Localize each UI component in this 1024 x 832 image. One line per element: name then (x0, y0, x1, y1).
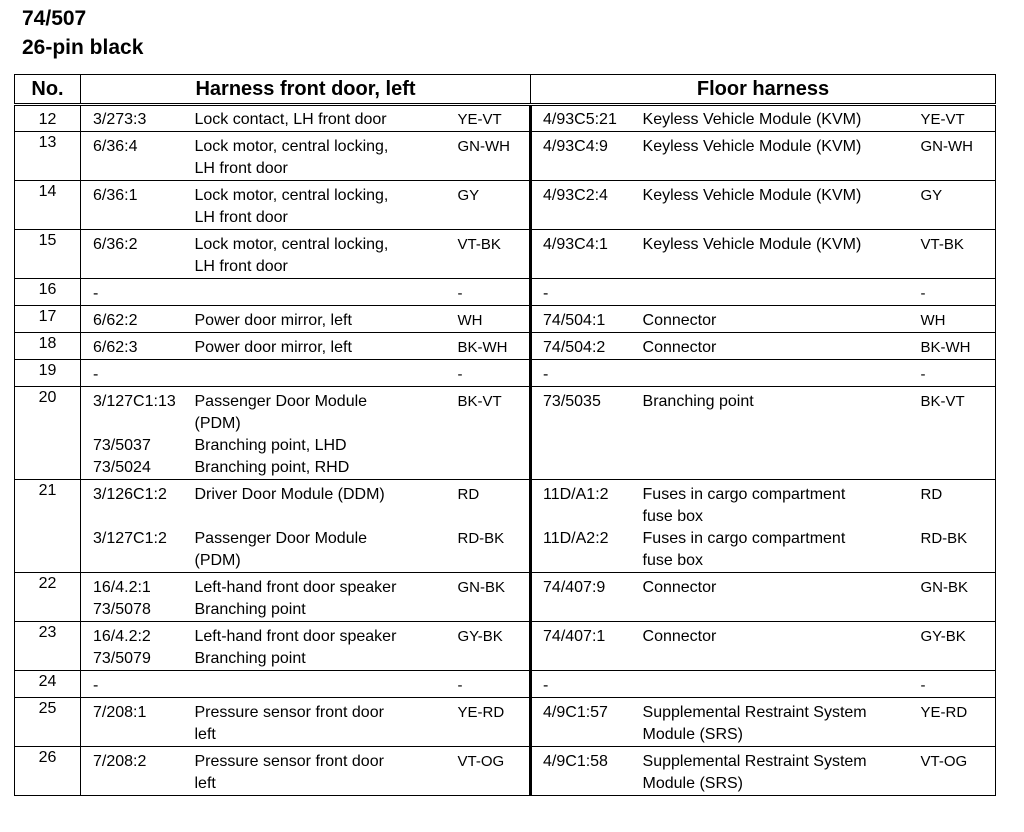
harness-b-pin (531, 230, 633, 279)
pin-number: 23 (15, 622, 81, 671)
table-row (15, 360, 996, 387)
cell-line: 4/93C4:1 (543, 236, 608, 253)
cell-line: 73/5035 (543, 393, 601, 410)
cell-line: LH front door (194, 160, 288, 177)
cell-line: - (93, 285, 99, 302)
wire-color: YE-VT (920, 111, 965, 128)
cell-line (195, 506, 447, 528)
cell-line: Lock contact, LH front door (194, 111, 387, 128)
wire-color: BK-VT (920, 393, 965, 410)
cell-line: Branching point (642, 393, 754, 410)
harness-b-pin (531, 333, 633, 360)
pin-number: 14 (15, 181, 81, 230)
cell-line: 6/36:2 (93, 236, 138, 253)
pin-table (14, 74, 996, 796)
harness-b-description (633, 671, 911, 698)
cell-line (93, 413, 185, 435)
cell-line (543, 506, 633, 528)
wire-color: BK-VT (457, 393, 502, 410)
column-header-no: No. (15, 75, 81, 105)
harness-b-description (633, 480, 911, 573)
harness-b-color (911, 279, 996, 306)
harness-a-pin (81, 306, 185, 333)
cell-line: 3/127C1:2 (93, 530, 167, 547)
cell-line: Connector (642, 339, 717, 356)
harness-b-color (911, 747, 996, 796)
cell-line: 16/4.2:1 (93, 579, 151, 596)
wire-color: GY-BK (920, 628, 966, 645)
harness-b-description (633, 573, 911, 622)
harness-a-color (447, 105, 531, 132)
cell-line: 73/5078 (93, 601, 151, 618)
harness-b-color (911, 360, 996, 387)
wire-color: RD (920, 486, 943, 503)
wire-color: GN-BK (457, 579, 506, 596)
cell-line: LH front door (194, 258, 288, 275)
harness-b-description (633, 333, 911, 360)
cell-line: (PDM) (194, 552, 241, 569)
wire-color: WH (457, 312, 483, 329)
cell-line: Fuses in cargo compartment (642, 530, 846, 547)
harness-a-color (447, 671, 531, 698)
wire-color: RD (457, 486, 480, 503)
pin-number: 20 (15, 387, 81, 480)
cell-line: 6/62:2 (93, 312, 138, 329)
harness-a-pin (81, 279, 185, 306)
cell-line: Branching point, RHD (194, 459, 350, 476)
harness-a-color (447, 132, 531, 181)
harness-b-description (633, 360, 911, 387)
cell-line: Power door mirror, left (194, 312, 352, 329)
cell-line: Keyless Vehicle Module (KVM) (642, 111, 862, 128)
table-row (15, 333, 996, 360)
table-row (15, 387, 996, 480)
cell-line: Pressure sensor front door (194, 753, 384, 770)
cell-line: - (93, 677, 99, 694)
harness-b-description (633, 279, 911, 306)
cell-line: left (194, 726, 216, 743)
harness-b-description (633, 306, 911, 333)
harness-b-color (911, 181, 996, 230)
pin-number: 13 (15, 132, 81, 181)
harness-a-pin (81, 181, 185, 230)
harness-a-pin (81, 698, 185, 747)
harness-a-pin (81, 230, 185, 279)
cell-line: Pressure sensor front door (194, 704, 384, 721)
harness-b-pin (531, 306, 633, 333)
harness-b-pin (531, 387, 633, 480)
harness-a-description (185, 279, 447, 306)
wire-color: - (457, 366, 463, 383)
wire-color: GN-WH (920, 138, 974, 155)
wire-color: GY-BK (457, 628, 503, 645)
cell-line: - (543, 677, 549, 694)
column-header-harness-front-door-left: Harness front door, left (81, 75, 531, 105)
cell-line: Lock motor, central locking, (194, 138, 389, 155)
wire-color: GN-WH (457, 138, 510, 155)
cell-line: left (194, 775, 216, 792)
cell-line: 4/93C2:4 (543, 187, 608, 204)
cell-line: 11D/A1:2 (543, 486, 609, 503)
pin-number: 12 (15, 105, 81, 132)
harness-b-color (911, 333, 996, 360)
harness-a-color (447, 573, 531, 622)
cell-line (93, 506, 185, 528)
cell-line: 74/407:1 (543, 628, 606, 645)
cell-line: 16/4.2:2 (93, 628, 151, 645)
harness-b-color (911, 622, 996, 671)
harness-b-description (633, 230, 911, 279)
wire-color: - (457, 677, 463, 694)
harness-a-pin (81, 573, 185, 622)
harness-a-color (447, 360, 531, 387)
table-row (15, 698, 996, 747)
cell-line: Passenger Door Module (194, 530, 368, 547)
harness-b-description (633, 747, 911, 796)
table-row (15, 573, 996, 622)
harness-a-pin (81, 387, 185, 480)
cell-line: 74/407:9 (543, 579, 606, 596)
cell-line: Supplemental Restraint System (642, 753, 867, 770)
cell-line: Fuses in cargo compartment (642, 486, 846, 503)
cell-line: Power door mirror, left (194, 339, 352, 356)
pin-number: 19 (15, 360, 81, 387)
cell-line: Passenger Door Module (194, 393, 368, 410)
cell-line: 4/9C1:57 (543, 704, 608, 721)
cell-line: Driver Door Module (DDM) (194, 486, 385, 503)
harness-b-color (911, 480, 996, 573)
table-row (15, 230, 996, 279)
cell-line: fuse box (642, 508, 703, 525)
cell-line: 73/5079 (93, 650, 151, 667)
table-body (15, 105, 996, 796)
harness-a-color (447, 279, 531, 306)
pin-number: 25 (15, 698, 81, 747)
table-row (15, 306, 996, 333)
harness-a-pin (81, 480, 185, 573)
harness-b-description (633, 105, 911, 132)
cell-line: Branching point, LHD (194, 437, 347, 454)
harness-a-description (185, 306, 447, 333)
harness-b-color (911, 306, 996, 333)
harness-b-pin (531, 132, 633, 181)
table-row (15, 480, 996, 573)
harness-a-color (447, 698, 531, 747)
harness-b-description (633, 622, 911, 671)
harness-b-color (911, 698, 996, 747)
wire-color: WH (920, 312, 946, 329)
pin-number: 18 (15, 333, 81, 360)
cell-line: 7/208:2 (93, 753, 147, 770)
harness-b-pin (531, 671, 633, 698)
wire-color: GN-BK (920, 579, 969, 596)
harness-b-pin (531, 181, 633, 230)
cell-line: Connector (642, 579, 717, 596)
cell-line: Lock motor, central locking, (194, 187, 389, 204)
wire-color: GY (920, 187, 943, 204)
table-row (15, 671, 996, 698)
pin-number: 15 (15, 230, 81, 279)
cell-line: 4/93C4:9 (543, 138, 608, 155)
harness-a-color (447, 747, 531, 796)
table-row (15, 105, 996, 132)
wire-color: YE-RD (457, 704, 505, 721)
harness-a-description (185, 671, 447, 698)
cell-line (93, 550, 185, 572)
harness-a-description (185, 747, 447, 796)
wire-color: - (920, 677, 926, 694)
harness-a-pin (81, 132, 185, 181)
wire-color: VT-BK (457, 236, 501, 253)
table-row (15, 622, 996, 671)
cell-line (543, 550, 633, 572)
wire-color: - (920, 285, 926, 302)
harness-a-pin (81, 360, 185, 387)
harness-a-color (447, 622, 531, 671)
harness-b-pin (531, 622, 633, 671)
table-row (15, 279, 996, 306)
cell-line: - (93, 366, 99, 383)
cell-line: 6/36:4 (93, 138, 138, 155)
harness-a-description (185, 132, 447, 181)
cell-line: 73/5037 (93, 437, 151, 454)
harness-a-description (185, 181, 447, 230)
harness-b-description (633, 698, 911, 747)
cell-line: Connector (642, 628, 717, 645)
cell-line: Branching point (194, 650, 306, 667)
harness-a-description (185, 230, 447, 279)
cell-line: 6/36:1 (93, 187, 138, 204)
harness-b-color (911, 132, 996, 181)
harness-a-description (185, 387, 447, 480)
table-header-row (15, 75, 996, 105)
connector-id: 74/507 (22, 7, 87, 30)
harness-b-pin (531, 747, 633, 796)
wire-color: BK-WH (920, 339, 971, 356)
cell-line: 7/208:1 (93, 704, 147, 721)
cell-line: 3/273:3 (93, 111, 147, 128)
cell-line: (PDM) (194, 415, 241, 432)
table-row (15, 132, 996, 181)
wire-color: - (457, 285, 463, 302)
cell-line: Supplemental Restraint System (642, 704, 867, 721)
cell-line: Keyless Vehicle Module (KVM) (642, 236, 862, 253)
cell-line: fuse box (642, 552, 703, 569)
harness-a-color (447, 230, 531, 279)
harness-a-pin (81, 671, 185, 698)
harness-a-pin (81, 105, 185, 132)
harness-b-description (633, 387, 911, 480)
harness-b-color (911, 573, 996, 622)
cell-line: LH front door (194, 209, 288, 226)
harness-b-color (911, 105, 996, 132)
wire-color: BK-WH (457, 339, 508, 356)
harness-b-pin (531, 360, 633, 387)
harness-b-color (911, 387, 996, 480)
wire-color: - (920, 366, 926, 383)
harness-a-color (447, 387, 531, 480)
harness-a-color (447, 333, 531, 360)
wire-color: RD-BK (457, 530, 505, 547)
pin-number: 26 (15, 747, 81, 796)
cell-line: Left-hand front door speaker (194, 579, 397, 596)
harness-b-color (911, 671, 996, 698)
harness-a-pin (81, 622, 185, 671)
cell-line: Branching point (194, 601, 306, 618)
harness-a-color (447, 181, 531, 230)
wire-color: VT-OG (457, 753, 505, 770)
harness-a-description (185, 480, 447, 573)
harness-a-pin (81, 333, 185, 360)
harness-a-description (185, 333, 447, 360)
cell-line: 4/9C1:58 (543, 753, 608, 770)
connector-description: 26-pin black (22, 36, 144, 59)
harness-b-pin (531, 105, 633, 132)
wire-color: RD-BK (920, 530, 968, 547)
harness-a-description (185, 622, 447, 671)
harness-b-description (633, 132, 911, 181)
harness-a-description (185, 573, 447, 622)
cell-line: Module (SRS) (642, 775, 743, 792)
harness-b-pin (531, 698, 633, 747)
harness-a-color (447, 480, 531, 573)
harness-b-pin (531, 573, 633, 622)
harness-a-description (185, 105, 447, 132)
pin-number: 22 (15, 573, 81, 622)
cell-line: 74/504:1 (543, 312, 606, 329)
cell-line: Connector (642, 312, 717, 329)
cell-line: Left-hand front door speaker (194, 628, 397, 645)
table-row (15, 747, 996, 796)
cell-line: Keyless Vehicle Module (KVM) (642, 187, 862, 204)
harness-a-pin (81, 747, 185, 796)
cell-line: - (543, 366, 549, 383)
cell-line: 4/93C5:21 (543, 111, 617, 128)
cell-line: 3/126C1:2 (93, 486, 167, 503)
harness-a-color (447, 306, 531, 333)
cell-line: 6/62:3 (93, 339, 138, 356)
cell-line: 3/127C1:13 (93, 393, 176, 410)
table-row (15, 181, 996, 230)
harness-b-pin (531, 480, 633, 573)
wire-color: GY (457, 187, 480, 204)
cell-line: Module (SRS) (642, 726, 743, 743)
wire-color: VT-OG (920, 753, 968, 770)
wire-color: YE-VT (457, 111, 502, 128)
cell-line: 11D/A2:2 (543, 530, 609, 547)
wire-color: YE-RD (920, 704, 968, 721)
cell-line: 73/5024 (93, 459, 151, 476)
cell-line: 74/504:2 (543, 339, 606, 356)
pin-number: 16 (15, 279, 81, 306)
cell-line: Lock motor, central locking, (194, 236, 389, 253)
harness-b-pin (531, 279, 633, 306)
wire-color: VT-BK (920, 236, 964, 253)
harness-a-description (185, 360, 447, 387)
pin-number: 21 (15, 480, 81, 573)
harness-a-description (185, 698, 447, 747)
harness-b-description (633, 181, 911, 230)
cell-line: - (543, 285, 549, 302)
pin-number: 17 (15, 306, 81, 333)
pin-number: 24 (15, 671, 81, 698)
cell-line: Keyless Vehicle Module (KVM) (642, 138, 862, 155)
harness-b-color (911, 230, 996, 279)
column-header-floor-harness: Floor harness (531, 75, 996, 105)
